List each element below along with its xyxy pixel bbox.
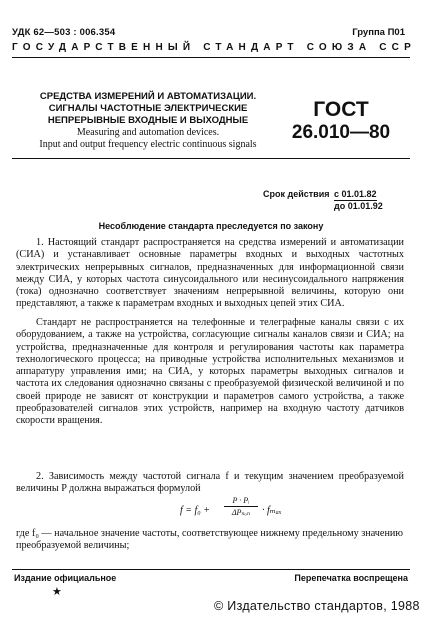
formula-denominator: ΔPₙₒₙ	[231, 508, 251, 517]
frequency-formula	[180, 495, 320, 529]
validity-from: с 01.01.82	[334, 189, 377, 199]
title-ru-line-2: СИГНАЛЫ ЧАСТОТНЫЕ ЭЛЕКТРИЧЕСКИЕ	[48, 103, 248, 114]
reprint-notice: Перепечатка воспрещена	[294, 573, 408, 583]
formula-numerator: P · Pᵢ	[224, 495, 258, 507]
title-en-line-1: Measuring and automation devices.	[76, 127, 220, 138]
validity-to: до 01.01.92	[334, 201, 383, 211]
copyright: © Издательство стандартов, 1988	[214, 599, 420, 613]
standard-heading: ГОСУДАРСТВЕННЫЙ СТАНДАРТ СОЮЗА ССР	[12, 42, 416, 53]
group-code: Группа П01	[352, 27, 405, 38]
formula-lhs: f = f₀ +	[180, 505, 211, 516]
validity-label: Срок действия	[263, 189, 330, 199]
paragraph-2: Стандарт не распространяется на телефонные и телеграфные каналы связи с их оборудованием, а также на устройства, согласующие сигналы каналов связи и СИА; на устройства, предназначенные для контроля и регулирования частоты как параметра технологического процесса; на приводные устройства исполнительных механизмов и аппаратуру управления ими; на СИА, у которых параметры выходных сигналов и частота их следования однозначно связаны с преобразуемой физической величиной и по своей природе не зависят от конструкции и параметров самого устройства, а также преобразователей сигналов этих устройств, например на входную частоту датчиков скорости вращения.	[16, 317, 404, 427]
header-divider	[12, 57, 410, 58]
title-english	[30, 127, 266, 151]
footer-divider	[12, 569, 410, 570]
gost-number: 26.010—80	[291, 122, 391, 143]
paragraph-3: 2. Зависимость между частотой сигнала f и текущим значением преобразуемой величины P должна выражаться формулой	[16, 471, 404, 495]
legal-warning: Несоблюдение стандарта преследуется по закону	[98, 221, 324, 231]
formula-fraction	[224, 495, 258, 518]
title-russian	[30, 91, 266, 127]
gost-label: ГОСТ	[313, 98, 369, 121]
title-divider	[12, 158, 410, 159]
gost-designation	[286, 98, 396, 144]
paragraph-1: 1. Настоящий стандарт распространяется на средства измерений и автоматизации (СИА) и устанавливает основные параметры входных и выходных частотных электрических непрерывных сигналов, предназначенных для информационной связи между СИА, у которых частота синусоидального или несинусоидального напряжения (тока) однозначно соответствует значениям непрерывной величины, которую они представляют, а также к параметрам входных и выходных цепей этих СИА.	[16, 237, 404, 310]
star-icon: ★	[52, 586, 62, 598]
title-ru-line-1: СРЕДСТВА ИЗМЕРЕНИЙ И АВТОМАТИЗАЦИИ.	[39, 91, 257, 102]
official-edition: Издание официальное	[14, 573, 117, 583]
title-en-line-2: Input and output frequency electric continuous signals	[39, 139, 257, 150]
where-text: где f₀ — начальное значение частоты, соответствующее нижнему предельному значению преобразуемой величины;	[16, 528, 403, 552]
udk-code: УДК 62—503 : 006.354	[12, 27, 116, 38]
title-ru-line-3: НЕПРЕРЫВНЫЕ ВХОДНЫЕ И ВЫХОДНЫЕ	[47, 115, 249, 126]
where-definition	[16, 528, 404, 553]
formula-rhs: · fₘₐₓ	[262, 505, 282, 516]
